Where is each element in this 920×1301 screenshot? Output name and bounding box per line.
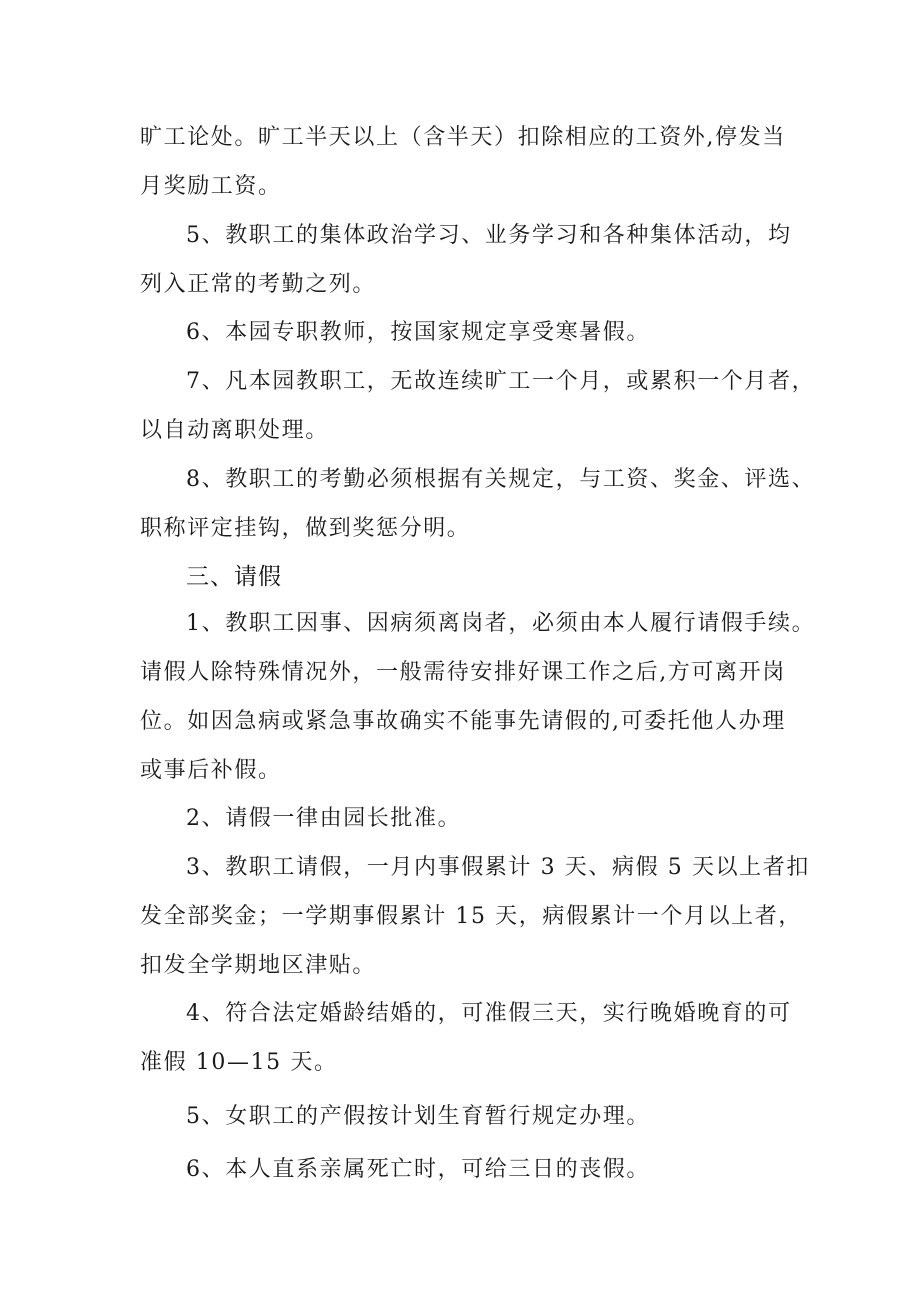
text-line: 2、请假一律由园长批准。 (186, 806, 462, 831)
section-heading: 三、请假 (186, 564, 282, 590)
text-line: 5、教职工的集体政治学习、业务学习和各种集体活动，均 (186, 223, 792, 248)
text-line: 8、教职工的考勤必须根据有关规定，与工资、奖金、评选、 (186, 467, 816, 492)
text-line: 或事后补假。 (140, 758, 282, 783)
text-line: 发全部奖金；一学期事假累计 15 天，病假累计一个月以上者， (140, 904, 802, 929)
text-line: 5、女职工的产假按计划生育暂行规定办理。 (186, 1104, 650, 1129)
text-line: 以自动离职处理。 (140, 418, 329, 443)
text-line: 旷工论处。旷工半天以上（含半天）扣除相应的工资外,停发当 (140, 125, 786, 150)
text-line: 位。如因急病或紧急事故确实不能事先请假的,可委托他人办理 (140, 709, 786, 734)
text-line: 7、凡本园教职工，无故连续旷工一个月，或累积一个月者， (186, 369, 816, 394)
text-line: 列入正常的考勤之列。 (140, 272, 377, 297)
text-line: 职称评定挂钩，做到奖惩分明。 (140, 516, 471, 541)
text-line: 1、教职工因事、因病须离岗者，必须由本人履行请假手续。 (186, 611, 816, 636)
text-line: 6、本园专职教师，按国家规定享受寒暑假。 (186, 320, 650, 345)
text-line: 月奖励工资。 (140, 174, 282, 199)
text-line: 准假 10—15 天。 (140, 1050, 338, 1075)
text-line: 扣发全学期地区津贴。 (140, 953, 377, 978)
text-line: 3、教职工请假，一月内事假累计 3 天、病假 5 天以上者扣 (186, 855, 810, 880)
text-line: 4、符合法定婚龄结婚的，可准假三天，实行晚婚晚育的可 (186, 1001, 792, 1026)
text-line: 请假人除特殊情况外，一般需待安排好课工作之后,方可离开岗 (140, 660, 786, 685)
text-line: 6、本人直系亲属死亡时，可给三日的丧假。 (186, 1157, 650, 1182)
